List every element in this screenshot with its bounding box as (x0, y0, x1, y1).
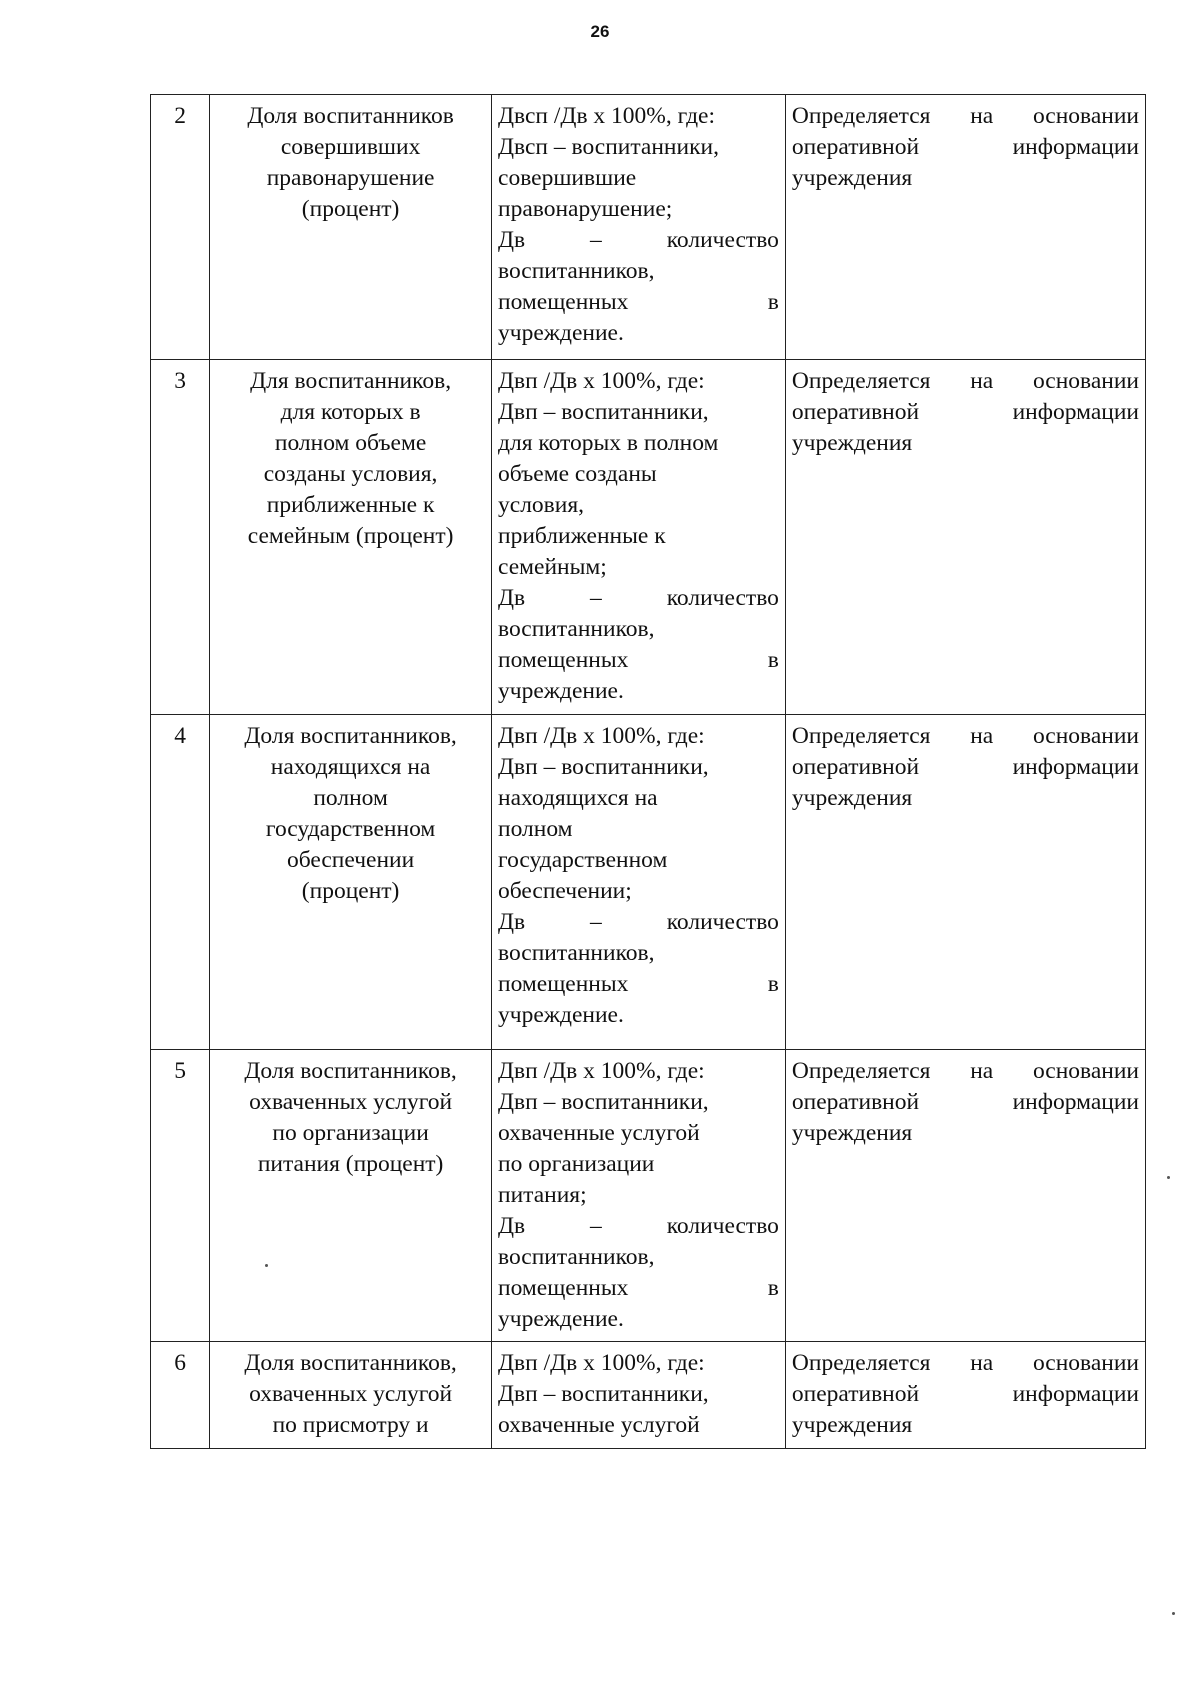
source-text: Определяется на основании оперативной информации учреждения (791, 103, 1139, 191)
formula-line: учреждение. (498, 1002, 624, 1028)
indicator-name-line: обеспечении (286, 847, 415, 873)
page-number: 26 (590, 22, 610, 41)
formula-line: воспитанников, (498, 940, 655, 966)
formula-line: помещенных в (498, 647, 779, 673)
formula-cell (492, 715, 786, 1050)
formula-line: воспитанников, (498, 258, 655, 284)
row-number: 5 (174, 1058, 186, 1084)
formula-line: Двп – воспитанники, (498, 1089, 709, 1115)
indicator-name-cell (210, 715, 492, 1050)
scan-speck (1167, 1176, 1170, 1179)
indicator-name-line: находящихся на (270, 754, 431, 780)
formula-line: Двсп – воспитанники, (498, 134, 719, 160)
formula-line: Двп /Дв х 100%, где: (498, 368, 705, 394)
formula-line: питания; (498, 1182, 587, 1208)
formula-line: условия, (498, 492, 585, 518)
formula-line: охваченные услугой (498, 1412, 700, 1438)
indicator-name-line: государственном (265, 816, 436, 842)
formula-line: полном (498, 816, 573, 842)
indicator-name-line: семейным (процент) (247, 523, 454, 549)
indicator-name-line: (процент) (301, 878, 400, 904)
row-number: 2 (174, 103, 186, 129)
formula-line: Дв – количество (498, 585, 779, 611)
formula-line: Двп /Дв х 100%, где: (498, 1058, 705, 1084)
formula-line: совершившие (498, 165, 637, 191)
indicator-name-line: правонарушение (266, 165, 435, 191)
indicator-name-line: полном (313, 785, 388, 811)
indicator-name-cell (210, 1342, 492, 1449)
indicator-name-line: полном объеме (274, 430, 427, 456)
formula-line: правонарушение; (498, 196, 673, 222)
indicator-name-line: Доля воспитанников, (244, 1350, 457, 1376)
indicator-name-line: Доля воспитанников, (244, 723, 457, 749)
indicator-name-line: по организации (272, 1120, 429, 1146)
formula-cell (492, 95, 786, 360)
formula-line: приближенные к (498, 523, 666, 549)
indicators-table (150, 94, 1146, 1449)
formula-line: учреждение. (498, 678, 624, 704)
formula-line: семейным; (498, 554, 607, 580)
formula-line: Дв – количество (498, 227, 779, 253)
formula-line: учреждение. (498, 1306, 624, 1332)
formula-line: помещенных в (498, 289, 779, 315)
row-number: 4 (174, 723, 186, 749)
table-row (151, 1050, 1146, 1342)
row-number-cell (151, 95, 210, 360)
source-cell (785, 360, 1145, 715)
formula-line: Двп /Дв х 100%, где: (498, 723, 705, 749)
formula-line: по организации (498, 1151, 655, 1177)
formula-cell (492, 1050, 786, 1342)
row-number-cell (151, 360, 210, 715)
table-row (151, 1342, 1146, 1449)
table-row (151, 95, 1146, 360)
row-number-cell (151, 1050, 210, 1342)
source-text: Определяется на основании оперативной информации учреждения (791, 1350, 1139, 1438)
source-cell (785, 1050, 1145, 1342)
formula-line: обеспечении; (498, 878, 632, 904)
formula-line: объеме созданы (498, 461, 657, 487)
indicator-name-line: Для воспитанников, (250, 368, 452, 394)
formula-line: воспитанников, (498, 616, 655, 642)
row-number-cell (151, 715, 210, 1050)
source-text: Определяется на основании оперативной информации учреждения (791, 723, 1139, 811)
row-number: 3 (174, 368, 186, 394)
formula-line: Дв – количество (498, 1213, 779, 1239)
formula-line: Двсп /Дв х 100%, где: (498, 103, 716, 129)
formula-line: государственном (498, 847, 668, 873)
source-cell (785, 95, 1145, 360)
formula-cell (492, 1342, 786, 1449)
formula-line: воспитанников, (498, 1244, 655, 1270)
indicator-name-cell (210, 95, 492, 360)
scan-speck (1172, 1612, 1175, 1615)
table-row (151, 360, 1146, 715)
source-text: Определяется на основании оперативной информации учреждения (791, 368, 1139, 456)
formula-line: Двп – воспитанники, (498, 1381, 709, 1407)
formula-cell (492, 360, 786, 715)
indicator-name-line: совершивших (280, 134, 421, 160)
indicator-name-line: созданы условия, (263, 461, 438, 487)
indicator-name-line: Доля воспитанников, (244, 1058, 457, 1084)
indicator-name-line: по присмотру и (272, 1412, 429, 1438)
indicator-name-line: охваченных услугой (249, 1089, 453, 1115)
formula-line: Двп /Дв х 100%, где: (498, 1350, 705, 1376)
source-cell (785, 1342, 1145, 1449)
indicator-name-line: для которых в (280, 399, 421, 425)
row-number-cell (151, 1342, 210, 1449)
formula-line: помещенных в (498, 1275, 779, 1301)
indicator-name-cell (210, 1050, 492, 1342)
formula-line: для которых в полном (498, 430, 719, 456)
indicator-name-line: (процент) (301, 196, 400, 222)
formula-line: Двп – воспитанники, (498, 754, 709, 780)
scan-speck (265, 1264, 268, 1267)
indicator-name-line: питания (процент) (257, 1151, 444, 1177)
formula-line: учреждение. (498, 320, 624, 346)
table-row (151, 715, 1146, 1050)
formula-line: помещенных в (498, 971, 779, 997)
formula-line: находящихся на (498, 785, 658, 811)
formula-line: Дв – количество (498, 909, 779, 935)
source-text: Определяется на основании оперативной информации учреждения (791, 1058, 1139, 1146)
formula-line: Двп – воспитанники, (498, 399, 709, 425)
indicator-name-line: Доля воспитанников (247, 103, 454, 129)
indicator-name-line: охваченных услугой (249, 1381, 453, 1407)
row-number: 6 (174, 1350, 186, 1376)
formula-line: охваченные услугой (498, 1120, 700, 1146)
source-cell (785, 715, 1145, 1050)
indicator-name-cell (210, 360, 492, 715)
indicator-name-line: приближенные к (266, 492, 435, 518)
